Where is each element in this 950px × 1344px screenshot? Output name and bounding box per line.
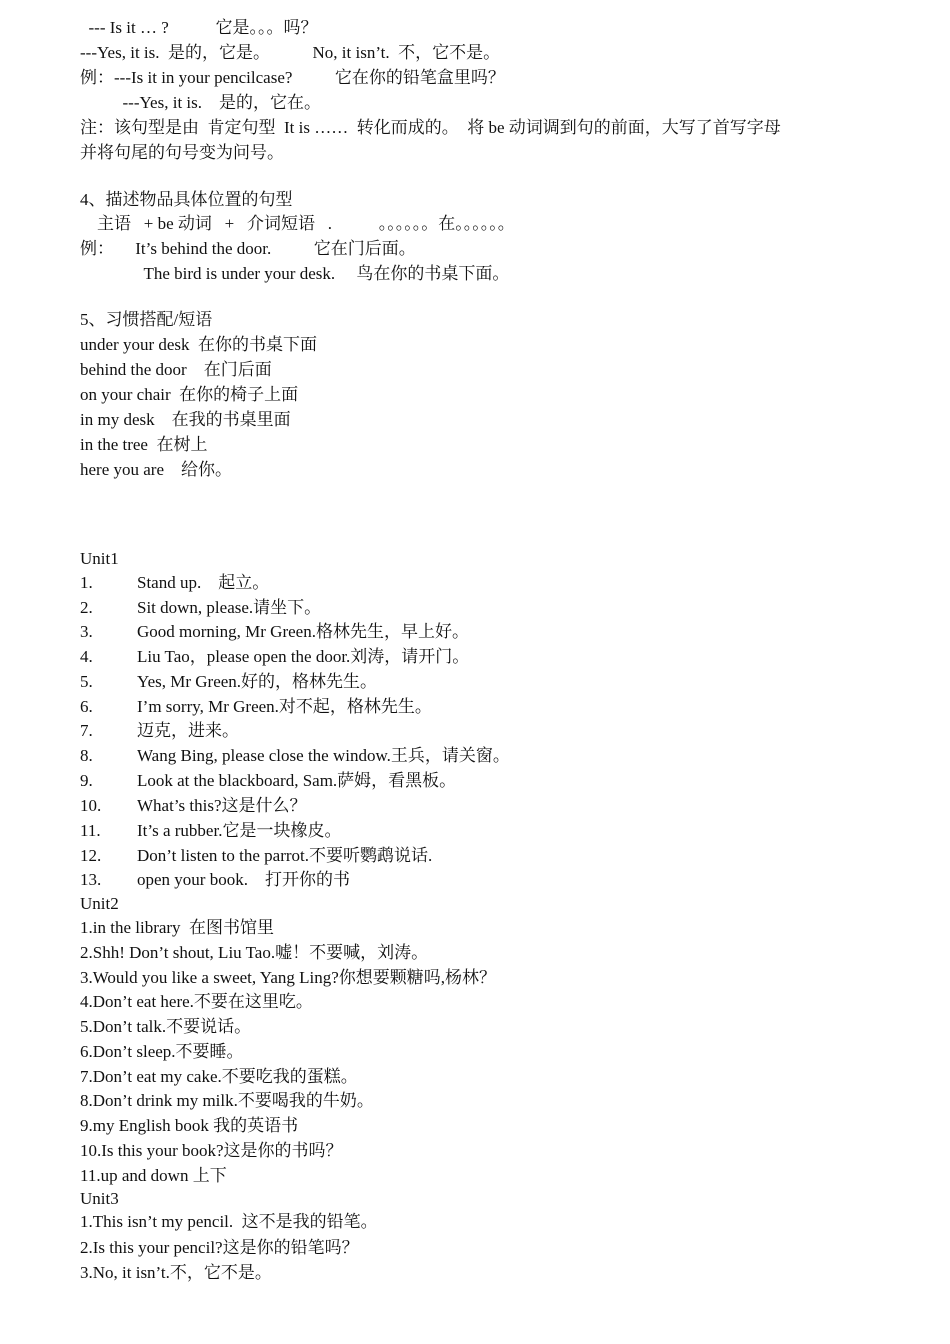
unit2-item: 2.Shh! Don’t shout, Liu Tao.嘘！不要喊，刘涛。	[80, 943, 429, 962]
unit2-item: 11.up and down 上下	[80, 1166, 227, 1185]
item-number: 5.	[80, 672, 93, 691]
unit1-item	[0, 671, 950, 693]
unit2-item: 8.Don’t drink my milk.不要喝我的牛奶。	[80, 1091, 374, 1110]
unit1-item	[0, 720, 950, 742]
item-text: Wang Bing, please close the window.王兵，请关窗。	[137, 746, 510, 765]
item-number: 2.	[80, 598, 93, 617]
unit1-item	[0, 646, 950, 668]
item-text: What’s this?这是什么？	[137, 796, 307, 815]
item-text: open your book. 打开你的书	[137, 870, 350, 889]
unit2-item: 6.Don’t sleep.不要睡。	[80, 1042, 244, 1061]
section4-heading: 4、描述物品具体位置的句型	[80, 190, 293, 209]
unit2-item: 3.Would you like a sweet, Yang Ling?你想要颗糖吗,杨林？	[80, 968, 497, 987]
item-number: 4.	[80, 647, 93, 666]
section4-example-2: The bird is under your desk. 鸟在你的书桌下面。	[80, 264, 510, 283]
phrase-item: on your chair 在你的椅子上面	[80, 385, 299, 404]
item-text: Stand up. 起立。	[137, 573, 270, 592]
item-text: It’s a rubber.它是一块橡皮。	[137, 821, 342, 840]
unit3-title: Unit3	[80, 1189, 119, 1208]
unit1-item	[0, 869, 950, 891]
item-number: 8.	[80, 746, 93, 765]
item-number: 1.	[80, 573, 93, 592]
unit3-item: 3.No, it isn’t.不，它不是。	[80, 1263, 272, 1282]
item-text: I’m sorry, Mr Green.对不起，格林先生。	[137, 697, 432, 716]
intro-example-line: 例：---Is it in your pencilcase? 它在你的铅笔盒里吗？	[80, 68, 505, 87]
unit1-item	[0, 597, 950, 619]
section4-example-1: 例： It’s behind the door. 它在门后面。	[80, 239, 416, 258]
unit1-item	[0, 820, 950, 842]
unit1-item	[0, 696, 950, 718]
item-number: 11.	[80, 821, 101, 840]
item-number: 13.	[80, 870, 102, 889]
item-text: Yes, Mr Green.好的，格林先生。	[137, 672, 378, 691]
unit2-item: 1.in the library 在图书馆里	[80, 918, 275, 937]
item-text: Good morning, Mr Green.格林先生，早上好。	[137, 622, 469, 641]
unit1-item	[0, 745, 950, 767]
intro-question-line: --- Is it … ? 它是。。。吗？	[80, 18, 318, 37]
unit2-item: 10.Is this your book?这是你的书吗？	[80, 1141, 343, 1160]
unit2-item: 9.my English book 我的英语书	[80, 1116, 299, 1135]
unit1-item	[0, 845, 950, 867]
section5-heading: 5、习惯搭配/短语	[80, 310, 213, 329]
unit2-title: Unit2	[80, 894, 119, 913]
unit2-item: 4.Don’t eat here.不要在这里吃。	[80, 992, 313, 1011]
item-number: 12.	[80, 846, 102, 865]
phrase-item: in the tree 在树上	[80, 435, 208, 454]
item-number: 6.	[80, 697, 93, 716]
intro-example-answer-line: ---Yes, it is. 是的，它在。	[80, 93, 322, 112]
phrase-item: behind the door 在门后面	[80, 360, 272, 379]
unit1-item	[0, 770, 950, 792]
item-number: 3.	[80, 622, 93, 641]
unit2-item: 5.Don’t talk.不要说话。	[80, 1017, 252, 1036]
unit2-item: 7.Don’t eat my cake.不要吃我的蛋糕。	[80, 1067, 358, 1086]
item-text: 迈克，进来。	[137, 721, 239, 740]
item-number: 7.	[80, 721, 93, 740]
phrase-item: under your desk 在你的书桌下面	[80, 335, 318, 354]
intro-note-line-2: 并将句尾的句号变为问号。	[80, 143, 284, 162]
item-text: Don’t listen to the parrot.不要听鹦鹉说话.	[137, 846, 433, 865]
phrase-item: in my desk 在我的书桌里面	[80, 410, 291, 429]
phrase-item: here you are 给你。	[80, 460, 233, 479]
intro-answer-line: ---Yes, it is. 是的，它是。 No, it isn’t. 不，它不是。	[80, 43, 501, 62]
item-number: 10.	[80, 796, 102, 815]
unit1-item	[0, 621, 950, 643]
intro-note-line: 注：该句型是由 肯定句型 It is …… 转化而成的。 将 be 动词调到句的前面，大写了首写字母	[80, 118, 781, 137]
item-text: Look at the blackboard, Sam.萨姆，看黑板。	[137, 771, 457, 790]
unit3-item: 1.This isn’t my pencil. 这不是我的铅笔。	[80, 1212, 378, 1231]
unit1-title: Unit1	[80, 549, 119, 568]
item-text: Sit down, please.请坐下。	[137, 598, 322, 617]
unit3-item: 2.Is this your pencil?这是你的铅笔吗？	[80, 1238, 359, 1257]
section4-pattern: 主语 + be 动词 + 介词短语 . 。。。。。。在。。。。。。	[80, 214, 515, 233]
unit1-item	[0, 572, 950, 594]
unit1-item	[0, 795, 950, 817]
item-text: Liu Tao，please open the door.刘涛，请开门。	[137, 647, 470, 666]
item-number: 9.	[80, 771, 93, 790]
